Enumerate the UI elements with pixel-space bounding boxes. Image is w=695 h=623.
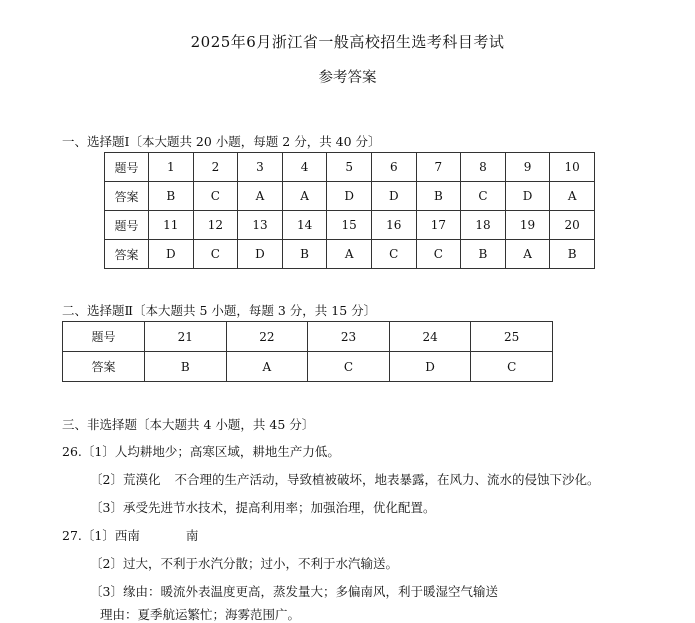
table-cell: D: [238, 240, 283, 269]
q27-answer-3: 〔3〕缘由：暖流外表温度更高，蒸发量大；多偏南风，利于暖湿空气输送: [90, 584, 498, 599]
table-row: [63, 352, 553, 382]
table-cell: 19: [505, 211, 550, 240]
table-cell: 2: [193, 153, 238, 182]
table-cell: C: [471, 352, 553, 382]
table-cell: D: [505, 182, 550, 211]
document-subtitle: 参考答案: [318, 70, 377, 86]
table-cell: B: [145, 352, 227, 382]
answer-table-2: [62, 321, 553, 382]
table-cell: 21: [145, 322, 227, 352]
table-cell: 8: [461, 153, 506, 182]
table-cell: 22: [226, 322, 308, 352]
table-cell: A: [238, 182, 283, 211]
answer-table-1: [104, 152, 595, 269]
table-cell: C: [193, 182, 238, 211]
table-row: [105, 240, 595, 269]
q26-line1: [62, 442, 340, 460]
table-row: [63, 322, 553, 352]
q27-answer-3-reason: 理由：夏季航运繁忙；海雾范围广。: [100, 607, 301, 622]
q26-answer-1: 〔1〕人均耕地少；高寒区域，耕地生产力低。: [81, 444, 340, 459]
table-cell: C: [461, 182, 506, 211]
table-cell: C: [371, 240, 416, 269]
table-cell: 15: [327, 211, 372, 240]
table-cell: 25: [471, 322, 553, 352]
table-cell: 20: [550, 211, 595, 240]
table-cell: 24: [389, 322, 471, 352]
table-cell: 12: [193, 211, 238, 240]
row-label: 题号: [105, 153, 149, 182]
row-label: 答案: [105, 240, 149, 269]
table-cell: B: [550, 240, 595, 269]
q27-line1: [62, 526, 198, 544]
section3-heading: 三、非选择题〔本大题共 4 小题，共 45 分〕: [62, 417, 315, 432]
q26-number: 26.: [62, 444, 82, 459]
table-cell: A: [226, 352, 308, 382]
table-cell: D: [389, 352, 471, 382]
table-cell: 13: [238, 211, 283, 240]
table-row: [105, 153, 595, 182]
table-cell: D: [149, 240, 194, 269]
table-cell: 6: [371, 153, 416, 182]
table-cell: 18: [461, 211, 506, 240]
table-cell: 17: [416, 211, 461, 240]
table-cell: C: [416, 240, 461, 269]
table-cell: 3: [238, 153, 283, 182]
table-cell: B: [149, 182, 194, 211]
section1-heading: 一、选择题Ⅰ〔本大题共 20 小题，每题 2 分，共 40 分〕: [62, 134, 381, 149]
table-cell: 4: [282, 153, 327, 182]
table-cell: 5: [327, 153, 372, 182]
row-label: 题号: [105, 211, 149, 240]
q26-answer-2-detail: 不合理的生产活动，导致植被破坏，地表暴露，在风力、流水的侵蚀下沙化。: [174, 472, 600, 487]
table-cell: B: [282, 240, 327, 269]
table-cell: D: [371, 182, 416, 211]
table-cell: B: [416, 182, 461, 211]
table-cell: B: [461, 240, 506, 269]
q26-line2: [90, 470, 599, 488]
table-cell: A: [327, 240, 372, 269]
row-label: 题号: [63, 322, 145, 352]
table-row: [105, 211, 595, 240]
table-cell: 9: [505, 153, 550, 182]
table-cell: 16: [371, 211, 416, 240]
table-cell: 11: [149, 211, 194, 240]
q26-answer-2: 〔2〕荒漠化: [90, 472, 161, 487]
row-label: 答案: [63, 352, 145, 382]
q27-answer-1b: 南: [185, 528, 199, 543]
table-cell: 7: [416, 153, 461, 182]
table-cell: 14: [282, 211, 327, 240]
q27-answer-2: 〔2〕过大，不利于水汽分散；过小，不利于水汽输送。: [90, 556, 398, 571]
section2-heading: 二、选择题Ⅱ〔本大题共 5 小题，每题 3 分，共 15 分〕: [62, 303, 377, 318]
table-cell: C: [308, 352, 390, 382]
table-cell: A: [505, 240, 550, 269]
q27-answer-1: 〔1〕西南: [81, 528, 140, 543]
table-cell: A: [282, 182, 327, 211]
table-row: [105, 182, 595, 211]
table-cell: 10: [550, 153, 595, 182]
table-cell: A: [550, 182, 595, 211]
row-label: 答案: [105, 182, 149, 211]
table-cell: C: [193, 240, 238, 269]
table-cell: D: [327, 182, 372, 211]
table-cell: 23: [308, 322, 390, 352]
document-title: 2025年6月浙江省一般高校招生选考科目考试: [190, 33, 505, 51]
q26-answer-3: 〔3〕承受先进节水技术，提高利用率；加强治理，优化配置。: [90, 500, 436, 515]
q27-number: 27.: [62, 528, 82, 543]
table-cell: 1: [149, 153, 194, 182]
